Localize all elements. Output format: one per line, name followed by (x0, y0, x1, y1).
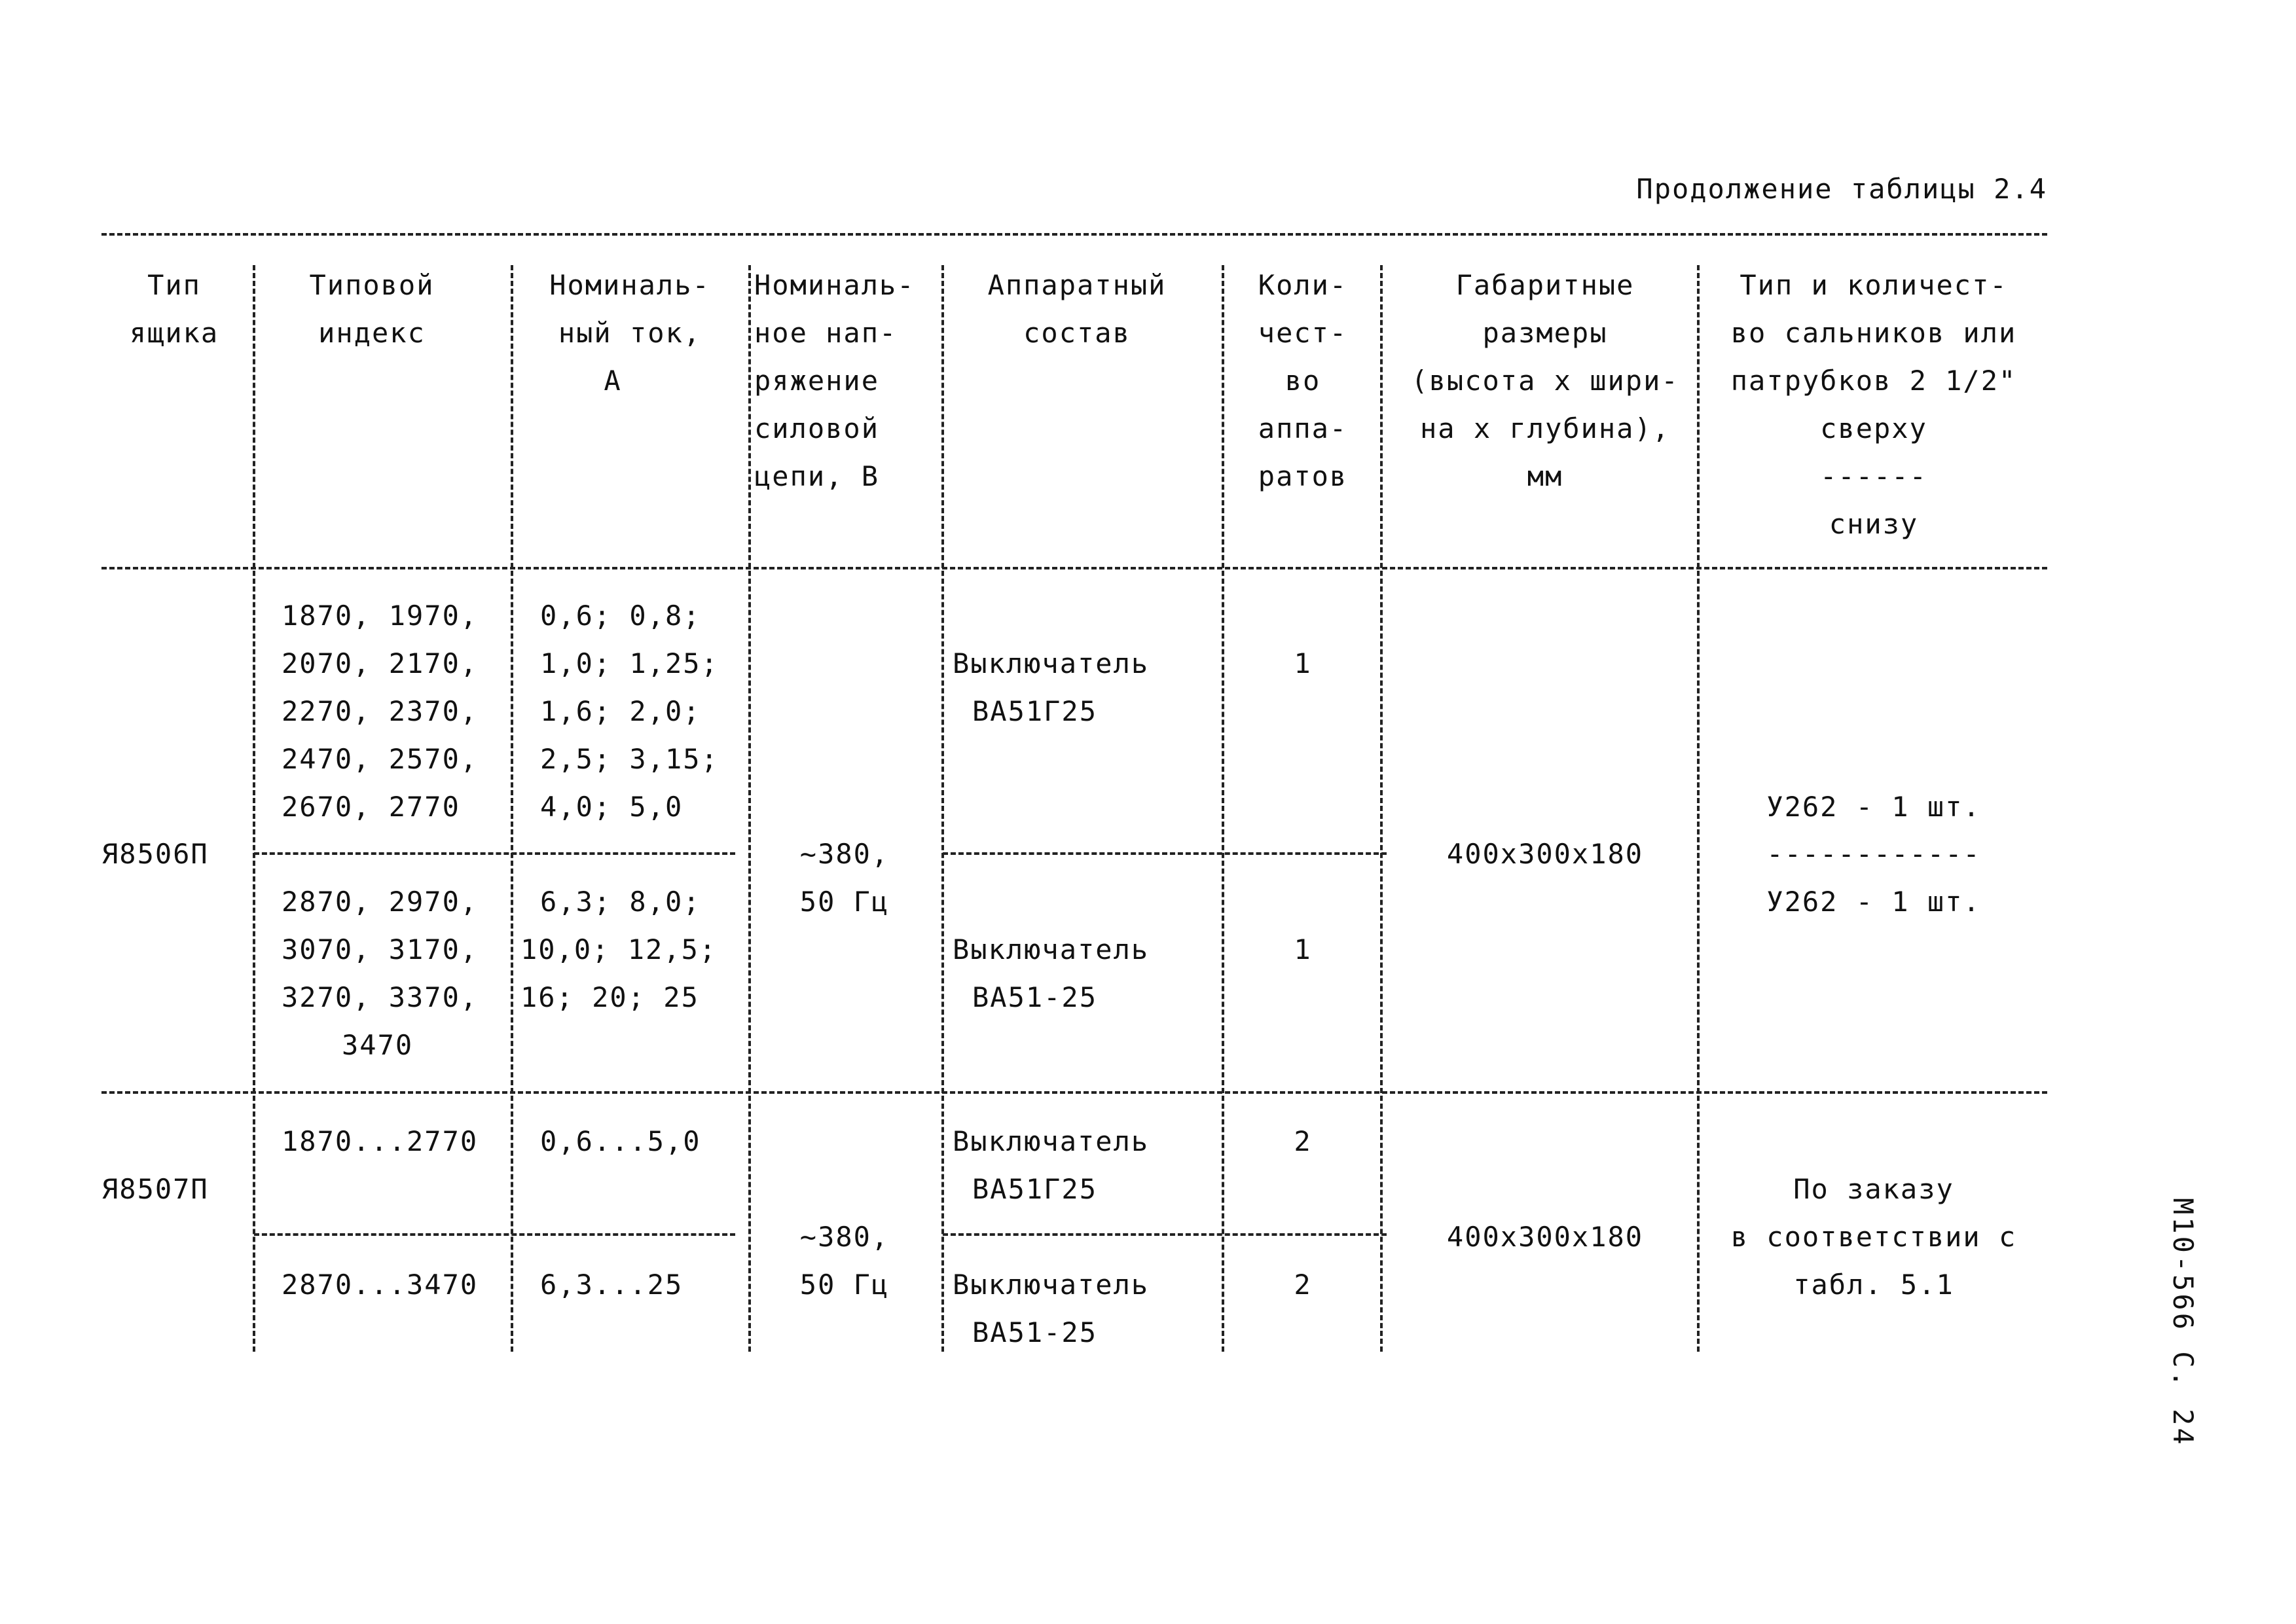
voltage-value: ~380, (799, 838, 890, 870)
col-divider-6 (1380, 265, 1383, 1352)
table-continuation-title: Продолжение таблицы 2.4 (1636, 173, 2047, 205)
current-value: 2,5; 3,15; (540, 743, 719, 775)
voltage-value: ~380, (799, 1221, 890, 1253)
count-value: 2 (1294, 1125, 1312, 1157)
current-value: 6,3...25 (540, 1269, 683, 1301)
count-value: 1 (1294, 647, 1312, 679)
count-value: 2 (1294, 1269, 1312, 1301)
index-value: 2470, 2570, (282, 743, 479, 775)
apparatus-value: Выключатель (953, 1125, 1150, 1157)
index-value: 2270, 2370, (282, 695, 479, 727)
index-value: 3270, 3370, (282, 981, 479, 1013)
current-value: 16; 20; 25 (520, 981, 699, 1013)
glands-value: табл. 5.1 (1793, 1269, 1954, 1301)
index-value: 2870, 2970, (282, 886, 479, 918)
current-value: 0,6; 0,8; (540, 600, 701, 632)
current-value: 4,0; 5,0 (540, 791, 683, 823)
table-top-rule (101, 233, 2047, 236)
current-value: 0,6...5,0 (540, 1125, 701, 1157)
index-value: 1870...2770 (282, 1125, 479, 1157)
row2-index-current-split (254, 1233, 735, 1236)
apparatus-value: Выключатель (953, 647, 1150, 679)
row2-apparatus-count-split (943, 1233, 1387, 1236)
current-value: 1,0; 1,25; (540, 647, 719, 679)
index-value: 1870, 1970, (282, 600, 479, 632)
index-value: 3070, 3170, (282, 933, 479, 965)
current-value: 1,6; 2,0; (540, 695, 701, 727)
row-separator-rule (101, 1091, 2047, 1094)
index-value: 2070, 2170, (282, 647, 479, 679)
col-divider-1 (253, 265, 255, 1352)
current-value: 6,3; 8,0; (540, 886, 701, 918)
count-value: 1 (1294, 933, 1312, 965)
dimensions-value: 400х300х180 (1446, 1221, 1644, 1253)
glands-value: У262 - 1 шт. (1766, 791, 1981, 823)
page-side-label: М10-566 С. 24 (2167, 1198, 2199, 1447)
box-type: Я8507П (101, 1173, 209, 1205)
row1-index-current-split (254, 852, 735, 855)
apparatus-value: Выключатель (953, 1269, 1150, 1301)
index-value: 2870...3470 (282, 1269, 479, 1301)
voltage-value: 50 Гц (799, 886, 890, 918)
index-value: 3470 (342, 1029, 414, 1061)
col-divider-7 (1697, 265, 1700, 1352)
voltage-value: 50 Гц (799, 1269, 890, 1301)
current-value: 10,0; 12,5; (520, 933, 718, 965)
row1-apparatus-count-split (943, 852, 1387, 855)
col-divider-3 (748, 265, 751, 1352)
glands-value: в соответствии с (1730, 1221, 2017, 1253)
apparatus-value: ВА51-25 (972, 981, 1098, 1013)
apparatus-value: ВА51-25 (972, 1316, 1098, 1348)
glands-value: По заказу (1793, 1173, 1954, 1205)
box-type: Я8506П (101, 838, 209, 870)
apparatus-value: Выключатель (953, 933, 1150, 965)
glands-value: У262 - 1 шт. (1766, 886, 1981, 918)
col-divider-2 (511, 265, 513, 1352)
col-divider-4 (941, 265, 944, 1352)
col-divider-5 (1222, 265, 1224, 1352)
apparatus-value: ВА51Г25 (972, 1173, 1098, 1205)
index-value: 2670, 2770 (282, 791, 460, 823)
apparatus-value: ВА51Г25 (972, 695, 1098, 727)
header-bottom-rule (101, 567, 2047, 569)
glands-value: ------------ (1766, 838, 1981, 870)
dimensions-value: 400х300х180 (1446, 838, 1644, 870)
